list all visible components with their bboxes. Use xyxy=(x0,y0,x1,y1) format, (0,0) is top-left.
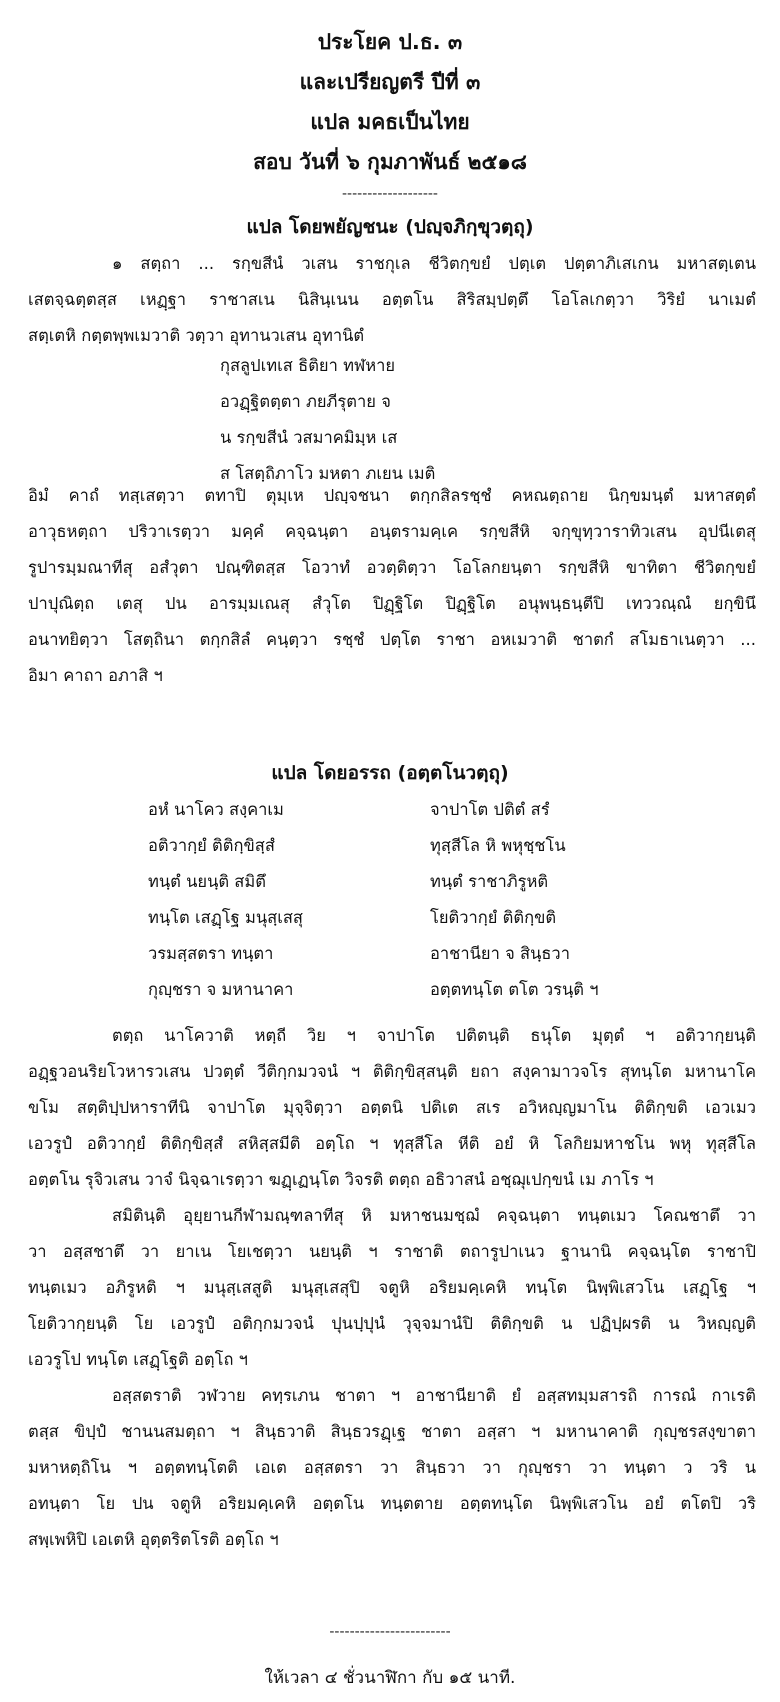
exam-title-date: สอบ วันที่ ๖ กุมภาพันธ์ ๒๕๑๘ xyxy=(253,150,527,174)
verse-right: อตฺตทนฺโต ตโต วรนฺติ ฯ xyxy=(430,980,599,999)
verse-left: กุญฺชรา จ มหานาคา xyxy=(148,980,294,999)
text-line: เอวรูปํ อติวากฺยํ ติติกฺขิสฺสํ สหิสฺสมีติ อตฺโถ ฯ ทุสฺสีโล หีติ อยํ หิ โลกิยมหาชโน พหุ ทุสฺสีโล xyxy=(28,1134,756,1153)
exam-title-grade: และเปรียญตรี ปีที่ ๓ xyxy=(299,70,481,94)
section1-verse xyxy=(220,348,740,492)
text-line: ทนฺตเมว อภิรูหติ ฯ มนุสฺเสสูติ มนุสฺเสสุปิ จตูหิ อริยมคฺเคหิ ทนฺโต นิพฺพิเสวโน เสฏฺโฐ ฯ xyxy=(28,1278,756,1297)
section2-para2 xyxy=(28,1198,756,1378)
text-line: ปาปุณิตฺถ เตสุ ปน อารมฺมเณสุ สํวุโต ปิฏฺฐิโต ปิฏฺฐิโต อนุพนฺธนฺตีปิ เทววณฺณํ ยกฺขินึ xyxy=(28,594,756,613)
text-line: ตสฺส ขิปฺปํ ชานนสมตฺถา ฯ สินฺธวาติ สินฺธวรฏฺเฐ ชาตา อสฺสา ฯ มหานาคาติ กุญฺชรสงฺขาตา xyxy=(28,1422,756,1441)
section2-verse xyxy=(148,792,758,1008)
verse-right: อาชานียา จ สินฺธวา xyxy=(430,944,570,963)
text-line: สพฺเพหิปิ เอเตหิ อุตฺตริตโรติ อตฺโถ ฯ xyxy=(28,1530,279,1549)
verse-couplet xyxy=(148,828,758,864)
section2-para3 xyxy=(28,1378,756,1558)
verse-line: น รกฺขสีนํ วสมาคมิมฺห เส xyxy=(220,428,398,447)
verse-left: วรมสฺสตรา ทนฺตา xyxy=(148,944,274,963)
text-line: อาวุธหตฺถา ปริวาเรตฺวา มคฺคํ คจฺฉนฺตา อนฺตรามคฺเค รกฺขสีหิ จกฺขุทฺวาราทิวเสน อุปนีเตสุ xyxy=(28,522,756,541)
separator-top: ------------------- xyxy=(342,186,438,202)
verse-right: ทนฺตํ ราชาภิรูหติ xyxy=(430,872,549,891)
text-line: วา อสฺสชาตึ วา ยาเน โยเชตฺวา นยนฺติ ฯ ราชาติ ตถารูปาเนว ฐานานิ คจฺฉนฺโต ราชาปิ xyxy=(28,1242,756,1261)
text-line: โยติวากฺยนฺติ โย เอวรูปํ อติกฺกมวจนํ ปุนปฺปุนํ วุจฺจมานํปิ ติติกฺขติ น ปฏิปฺผรติ น วิหญฺญติ xyxy=(28,1314,756,1333)
separator-bottom: ------------------------ xyxy=(329,1624,451,1640)
text-line: มหาหตฺถิโน ฯ อตฺตทนฺโตติ เอเต อสฺสตรา วา สินฺธวา วา กุญฺชรา วา ทนฺตา ว วริ น xyxy=(28,1458,756,1477)
text-line: ขโม สตฺติปฺปหาราทีนิ จาปาโต มุจฺจิตฺวา อตฺตนิ ปติเต สเร อวิหญฺญมาโน ติติกฺขติ เอวเมว xyxy=(28,1098,756,1117)
text-line: อสฺสตราติ วฬวาย คทฺรเภน ชาตา ฯ อาชานียาติ ยํ อสฺสทมฺมสารถิ การณํ กาเรติ xyxy=(112,1386,756,1405)
verse-line: กุสลูปเทเส ธิติยา ทฬหาย xyxy=(220,356,396,375)
section1-intro xyxy=(28,246,756,354)
verse-left: ทนฺโต เสฏฺโฐ มนุสฺเสสุ xyxy=(148,908,303,927)
verse-couplet xyxy=(148,936,758,972)
section1-title: แปล โดยพยัญชนะ (ปญฺจภิกฺขุวตฺถุ) xyxy=(246,216,534,238)
text-line: อนาทยิตฺวา โสตฺถินา ตกฺกสิลํ คนฺตฺวา รชฺชํ ปตฺโต ราชา อหเมวาติ ชาตกํ สโมธาเนตฺวา ... xyxy=(28,630,756,649)
verse-left: อหํ นาโคว สงฺคาเม xyxy=(148,800,284,819)
text-line: ๑ สตฺถา ... รกฺขสีนํ วเสน ราชกุเล ชีวิตกฺขยํ ปตฺเต ปตฺตาภิเสเกน มหาสตฺเตน xyxy=(112,254,756,273)
verse-couplet xyxy=(148,864,758,900)
verse-left: อติวากฺยํ ติติกฺขิสฺสํ xyxy=(148,836,275,855)
verse-couplet xyxy=(148,792,758,828)
verse-line: อวฏฺฐิตตฺตา ภยภีรุตาย จ xyxy=(220,392,391,411)
section2-title: แปล โดยอรรถ (อตฺตโนวตฺถุ) xyxy=(271,762,509,784)
text-line: อิมํ คาถํ ทสฺเสตฺวา ตทาปิ ตุมฺเห ปญฺจชนา ตกฺกสิลรชฺชํ คหณตฺถาย นิกฺขมนฺตํ มหาสตฺตํ xyxy=(28,486,756,505)
section1-body xyxy=(28,478,756,694)
text-line: อทนฺตา โย ปน จตูหิ อริยมคฺเคหิ อตฺตโน ทนฺตตาย อตฺตทนฺโต นิพฺพิเสวโน อยํ ตโตปิ วริ xyxy=(28,1494,756,1513)
verse-couplet xyxy=(148,972,758,1008)
exam-title-subject: แปล มคธเป็นไทย xyxy=(310,110,470,134)
text-line: เสตจฺฉตฺตสฺส เหฏฺฐา ราชาสเน นิสินฺเนน อตฺตโน สิริสมฺปตฺตึ โอโลเกตฺวา วิริยํ นาเมตํ xyxy=(28,290,756,309)
verse-left: ทนฺตํ นยนฺติ สมิตึ xyxy=(148,872,266,891)
text-line: เอวรูโป ทนฺโต เสฏฺโฐติ อตฺโถ ฯ xyxy=(28,1350,248,1369)
verse-right: โยติวากฺยํ ติติกฺขติ xyxy=(430,908,557,927)
text-line: อิมา คาถา อภาสิ ฯ xyxy=(28,666,163,685)
text-line: สตฺเตหิ กตฺตพฺพเมวาติ วตฺวา อุทานวเสน อุทานิตํ xyxy=(28,326,365,345)
verse-line: ส โสตฺถิภาโว มหตา ภเยน เมติ xyxy=(220,464,436,483)
text-line: อตฺตโน รุจิวเสน วาจํ นิจฺฉาเรตฺวา ฆฏฺเฏนฺโต วิจรติ ตตฺถ อธิวาสนํ อชฺฌุเปกฺขนํ เม ภาโร ฯ xyxy=(28,1170,654,1189)
section2-para1 xyxy=(28,1018,756,1198)
text-line: รูปารมฺมณาทีสุ อสํวุตา ปณฺฑิตสฺส โอวาทํ อวตฺติตฺวา โอโลกยนฺตา รกฺขสีหิ ขาทิตา ชีวิตกฺขยํ xyxy=(28,558,756,577)
verse-right: ทุสฺสีโล หิ พหุชฺชโน xyxy=(430,836,566,855)
text-line: อฏฺฐวอนริยโวหารวเสน ปวตฺตํ วีติกฺกมวจนํ ฯ ติติกฺขิสฺสนฺติ ยถา สงฺคามาวจโร สุทนฺโต มหานาโค xyxy=(28,1062,756,1081)
exam-title-level: ประโยค ป.ธ. ๓ xyxy=(317,30,463,54)
time-allowed: ให้เวลา ๔ ชั่วนาฬิกา กับ ๑๕ นาที. xyxy=(264,1668,516,1688)
text-line: สมิตินฺติ อุยฺยานกีฬามณฺฑลาทีสุ หิ มหาชนมชฺฌํ คจฺฉนฺตา ทนฺตเมว โคณชาตึ วา xyxy=(112,1206,756,1225)
verse-right: จาปาโต ปติตํ สรํ xyxy=(430,800,550,819)
text-line: ตตฺถ นาโควาติ หตฺถี วิย ฯ จาปาโต ปติตนฺติ ธนุโต มุตฺตํ ฯ อติวากฺยนฺติ xyxy=(112,1026,756,1045)
verse-couplet xyxy=(148,900,758,936)
